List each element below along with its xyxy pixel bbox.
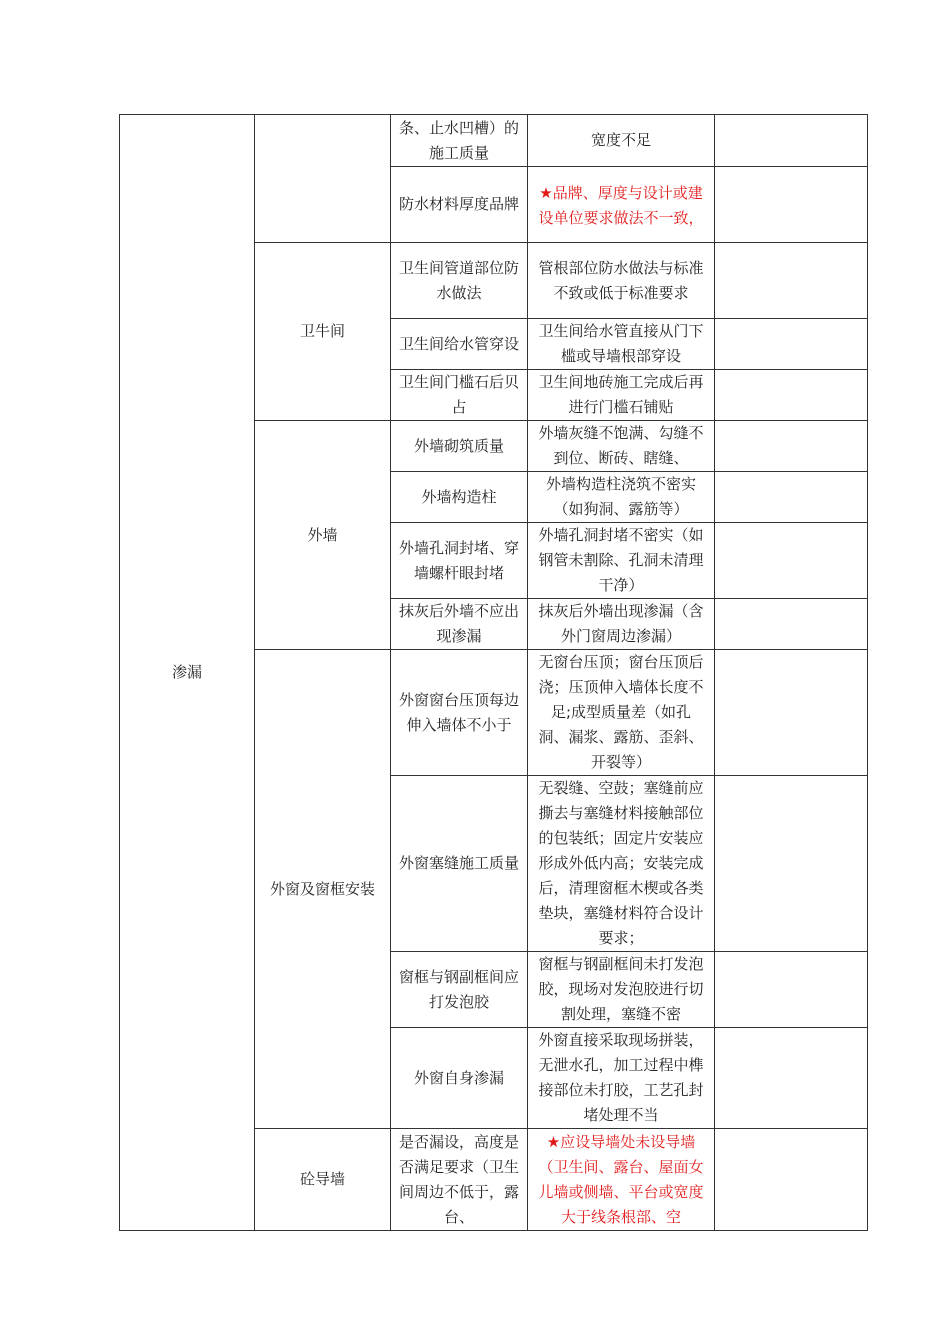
item-cell xyxy=(391,599,528,650)
group-cell xyxy=(255,243,391,421)
issue-text: 无裂缝、空鼓；塞缝前应撕去与塞缝材料接触部位的包装纸；固定片安装应形成外低内高；安装完成后，清理窗框木楔或各类垫块，塞缝材料符合设计要求； xyxy=(538,779,704,947)
remark-cell xyxy=(715,167,868,243)
category-cell xyxy=(120,115,255,1231)
item-text: 外窗塞缝施工质量 xyxy=(399,854,520,872)
issue-cell xyxy=(528,650,715,776)
remark-cell xyxy=(715,472,868,523)
issue-text: 外墙孔洞封堵不密实（如钢管未割除、孔洞未清理干净） xyxy=(538,526,704,594)
group-cell xyxy=(255,115,391,243)
issue-text: 窗框与钢副框间未打发泡胶，现场对发泡胶进行切割处理，塞缝不密 xyxy=(538,955,704,1023)
issue-cell xyxy=(528,599,715,650)
issue-text: 无窗台压顶；窗台压顶后浇；压顶伸入墙体长度不足;成型质量差（如孔洞、漏浆、露筋、歪斜、开裂等） xyxy=(538,653,704,771)
issue-text: ★品牌、厚度与设计或建设单位要求做法不一致， xyxy=(538,183,704,227)
remark-cell xyxy=(715,523,868,599)
remark-cell xyxy=(715,243,868,319)
item-cell xyxy=(391,115,528,167)
category-label: 渗漏 xyxy=(171,663,202,681)
item-cell xyxy=(391,167,528,243)
inspection-table xyxy=(119,114,868,1231)
issue-cell xyxy=(528,319,715,370)
remark-cell xyxy=(715,1028,868,1129)
item-cell xyxy=(391,776,528,952)
issue-cell xyxy=(528,243,715,319)
item-cell xyxy=(391,421,528,472)
remark-cell xyxy=(715,370,868,421)
item-text: 条、止水凹槽）的施工质量 xyxy=(399,118,520,162)
remark-cell xyxy=(715,115,868,167)
table-row xyxy=(120,115,868,167)
item-text: 外窗自身渗漏 xyxy=(413,1068,504,1087)
item-text: 卫生间门槛石后贝占 xyxy=(399,373,520,416)
issue-text: ★应设导墙处未设导墙（卫生间、露台、屋面女儿墙或侧墙、平台或宽度大于线条根部、空 xyxy=(538,1132,704,1226)
remark-cell xyxy=(715,421,868,472)
remark-cell xyxy=(715,319,868,370)
item-text: 外墙构造柱 xyxy=(421,487,497,506)
issue-text: 宽度不足 xyxy=(590,131,651,149)
issue-cell xyxy=(528,115,715,167)
item-text: 窗框与钢副框间应打发泡胶 xyxy=(399,967,520,1011)
issue-text: 管根部位防水做法与标准不致或低于标准要求 xyxy=(538,258,704,302)
item-cell xyxy=(391,1129,528,1231)
remark-cell xyxy=(715,650,868,776)
item-cell xyxy=(391,370,528,421)
item-cell xyxy=(391,952,528,1028)
group-cell xyxy=(255,421,391,650)
item-cell xyxy=(391,523,528,599)
group-label: 外窗及窗框安装 xyxy=(269,879,375,898)
issue-text: 外墙构造柱浇筑不密实（如狗洞、露筋等） xyxy=(545,475,696,518)
issue-cell xyxy=(528,523,715,599)
issue-cell xyxy=(528,776,715,952)
group-label: 卫牛间 xyxy=(299,322,345,340)
issue-text: 卫生间给水管直接从门下槛或导墙根部穿设 xyxy=(538,322,704,365)
item-cell xyxy=(391,1028,528,1129)
group-label: 外墙 xyxy=(307,525,338,544)
issue-cell xyxy=(528,421,715,472)
remark-cell xyxy=(715,1129,868,1231)
issue-cell xyxy=(528,167,715,243)
remark-cell xyxy=(715,599,868,650)
item-cell xyxy=(391,650,528,776)
remark-cell xyxy=(715,776,868,952)
item-text: 抹灰后外墙不应出现渗漏 xyxy=(399,602,520,645)
issue-cell xyxy=(528,1028,715,1129)
item-text: 卫生间管道部位防水做法 xyxy=(399,258,520,302)
item-text: 防水材料厚度品牌 xyxy=(399,195,520,213)
issue-text: 卫生间地砖施工完成后再进行门槛石铺贴 xyxy=(538,373,704,416)
item-cell xyxy=(391,243,528,319)
group-cell xyxy=(255,650,391,1129)
issue-cell xyxy=(528,370,715,421)
item-cell xyxy=(391,472,528,523)
issue-text: 外窗直接采取现场拼装，无泄水孔，加工过程中榫接部位未打胶，工艺孔封堵处理不当 xyxy=(538,1031,704,1124)
item-text: 外窗窗台压顶每边伸入墙体不小于 xyxy=(399,690,520,734)
issue-cell xyxy=(528,472,715,523)
issue-text: 抹灰后外墙出现渗漏（含外门窗周边渗漏） xyxy=(538,602,704,645)
item-text: 是否漏设，高度是否满足要求（卫生间周边不低于，露台、 xyxy=(399,1132,520,1226)
group-label: 砼导墙 xyxy=(299,1170,345,1188)
issue-text: 外墙灰缝不饱满、勾缝不到位、断砖、瞎缝、 xyxy=(538,424,704,467)
item-text: 外墙孔洞封堵、穿墙螺杆眼封堵 xyxy=(399,538,520,582)
item-text: 卫生间给水管穿设 xyxy=(399,334,520,353)
item-cell xyxy=(391,319,528,370)
issue-cell xyxy=(528,952,715,1028)
item-text: 外墙砌筑质量 xyxy=(413,436,504,455)
issue-cell xyxy=(528,1129,715,1231)
remark-cell xyxy=(715,952,868,1028)
group-cell xyxy=(255,1129,391,1231)
